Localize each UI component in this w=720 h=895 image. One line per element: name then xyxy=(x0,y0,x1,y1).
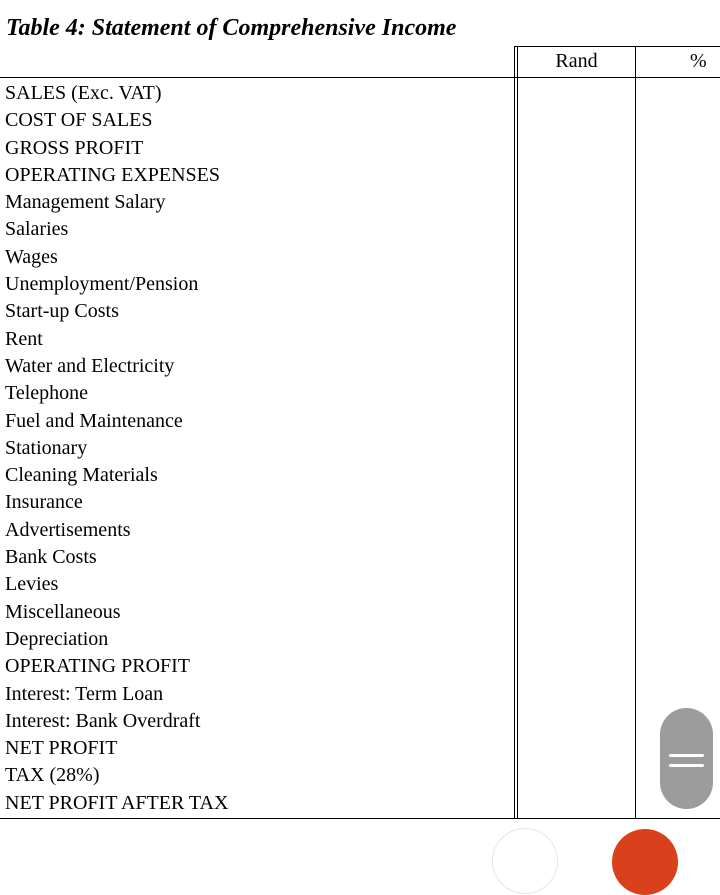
header-bottom-border xyxy=(0,77,720,78)
floating-button-secondary[interactable] xyxy=(492,828,558,894)
table-title: Table 4: Statement of Comprehensive Income xyxy=(6,15,457,41)
table-bottom-border xyxy=(0,818,720,819)
row-label: Unemployment/Pension xyxy=(5,273,199,296)
column-divider-right xyxy=(635,46,636,818)
row-label: Depreciation xyxy=(5,627,109,650)
drag-handle-bar xyxy=(669,754,704,757)
row-label: NET PROFIT xyxy=(5,737,118,760)
row-label: Start-up Costs xyxy=(5,300,119,323)
drag-handle-icon[interactable] xyxy=(660,708,713,809)
row-label: OPERATING EXPENSES xyxy=(5,163,221,186)
row-label: OPERATING PROFIT xyxy=(5,655,191,678)
row-label: Cleaning Materials xyxy=(5,464,158,487)
column-divider-left-b xyxy=(517,46,518,818)
row-labels xyxy=(5,80,510,817)
row-label: Miscellaneous xyxy=(5,600,121,623)
row-label: GROSS PROFIT xyxy=(5,136,144,159)
row-label: Salaries xyxy=(5,218,69,241)
row-label: Insurance xyxy=(5,491,83,514)
row-label: Wages xyxy=(5,245,58,268)
drag-handle-bar xyxy=(669,764,704,767)
row-label: Rent xyxy=(5,327,43,350)
row-label: COST OF SALES xyxy=(5,109,153,132)
row-label: Telephone xyxy=(5,382,89,405)
column-header-percent: % xyxy=(690,50,707,72)
row-label: Levies xyxy=(5,573,59,596)
row-label: TAX (28%) xyxy=(5,764,100,787)
row-label: Stationary xyxy=(5,436,88,459)
column-header-rand: Rand xyxy=(555,50,598,72)
row-label: Bank Costs xyxy=(5,546,97,569)
floating-button-primary[interactable] xyxy=(612,829,678,895)
row-label: Interest: Bank Overdraft xyxy=(5,709,201,732)
row-label: Advertisements xyxy=(5,518,131,541)
row-label: NET PROFIT AFTER TAX xyxy=(5,791,229,814)
row-label: Water and Electricity xyxy=(5,354,175,377)
row-label: Fuel and Maintenance xyxy=(5,409,183,432)
row-label: Management Salary xyxy=(5,191,166,214)
row-label: SALES (Exc. VAT) xyxy=(5,82,162,104)
row-label: Interest: Term Loan xyxy=(5,682,164,705)
column-divider-left-a xyxy=(514,46,515,818)
